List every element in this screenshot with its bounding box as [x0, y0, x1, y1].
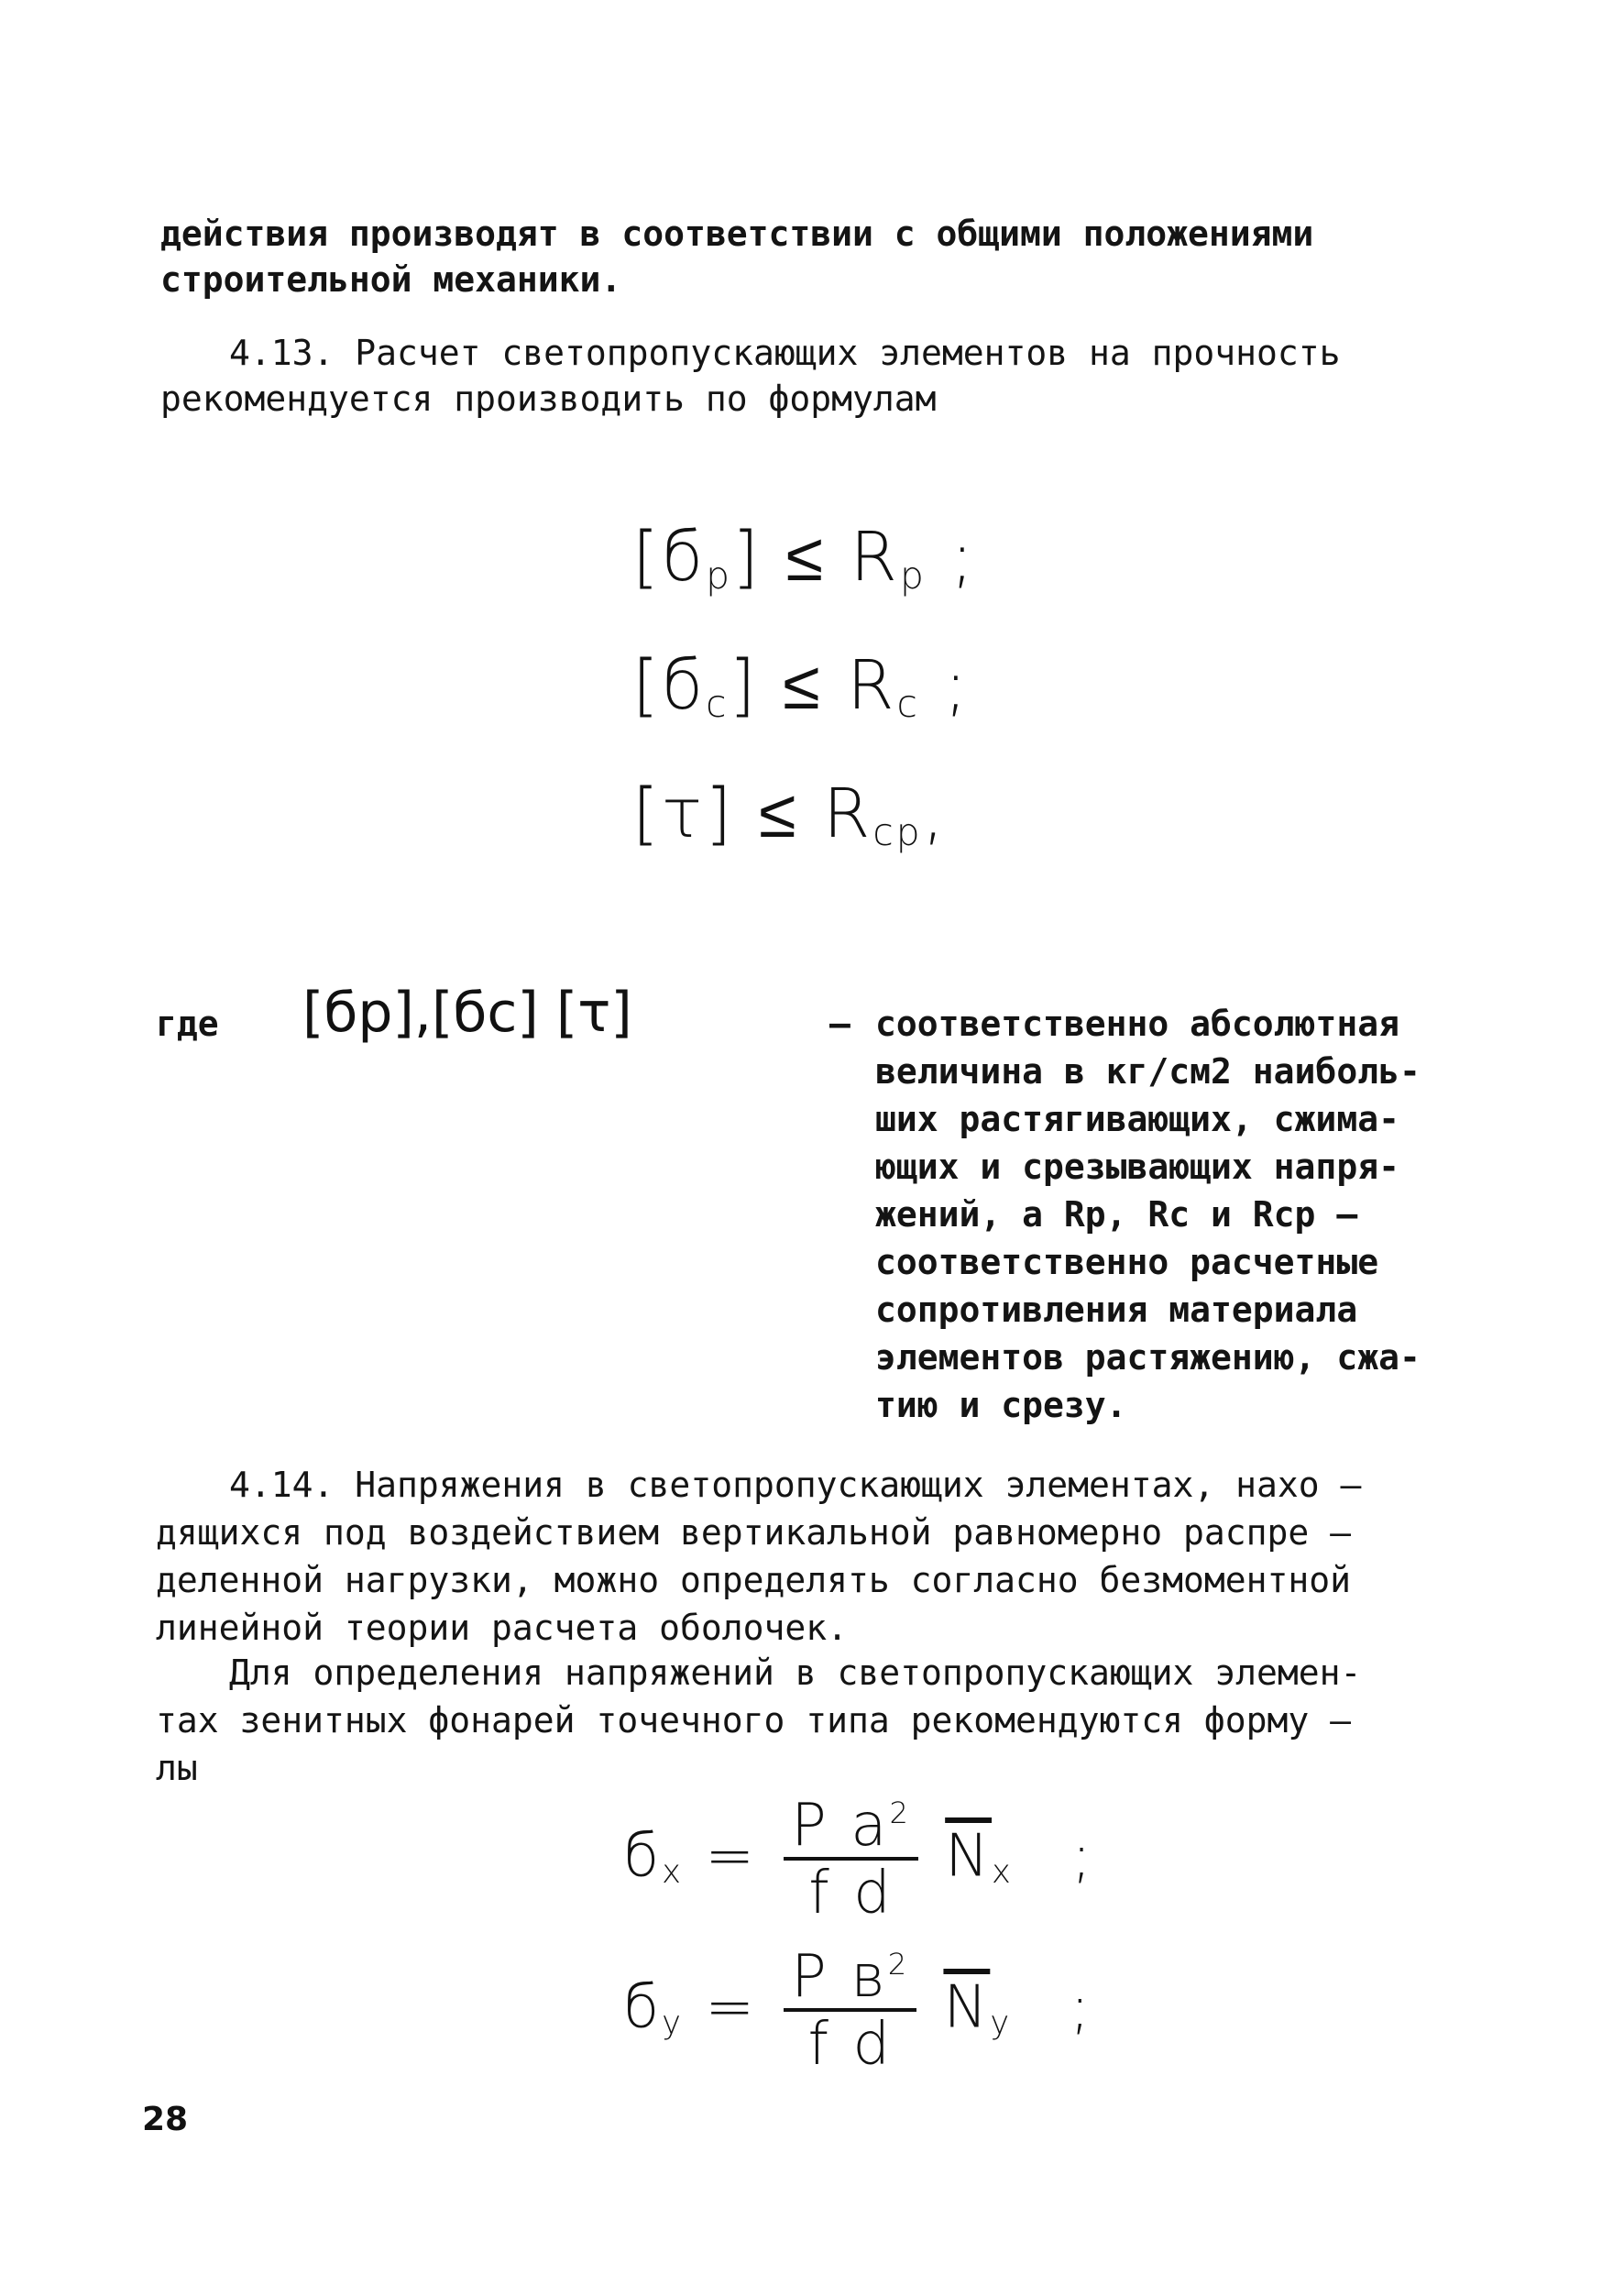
- where-desc-line: ших растягивающих, сжима-: [875, 1099, 1399, 1139]
- formula-text: [τ]: [632, 774, 735, 853]
- where-desc-line: соответственно абсолютная: [875, 1004, 1399, 1044]
- formula-subscript: р: [899, 553, 927, 598]
- where-desc-line: соответственно расчетные: [875, 1242, 1379, 1282]
- formula-text: R: [822, 774, 873, 853]
- formula-subscript: ср: [872, 809, 923, 854]
- formula-text: $\overline{N}$: [945, 1822, 993, 1891]
- formula-text: P a: [791, 1792, 890, 1860]
- formula-text: б: [623, 1822, 663, 1891]
- where-desc-line: сопротивления материала: [875, 1290, 1358, 1330]
- formula-sigma-y: [623, 1943, 1093, 2079]
- page-number: 28: [142, 2101, 189, 2138]
- where-desc-line: элементов растяжению, сжа-: [875, 1337, 1421, 1378]
- formula-text: [б: [632, 646, 707, 725]
- section-4-14-line: 4.14. Напряжения в светопропускающих элементах, нахо –: [229, 1465, 1362, 1505]
- formula-tau: [632, 774, 947, 853]
- formula-text: P в: [791, 1943, 888, 2011]
- formula-sigma-p: [632, 518, 976, 597]
- formula-text: б: [623, 1973, 663, 2042]
- section-4-13-line-2: рекомендуется производить по формулам: [160, 379, 937, 419]
- where-desc-line: ющих и срезывающих напря-: [875, 1147, 1399, 1187]
- formula-operator: =: [705, 1822, 757, 1891]
- formula-punct: ;: [1070, 1973, 1093, 2042]
- formula-text: ]: [729, 646, 759, 725]
- formula-text: R: [847, 646, 897, 725]
- formula-punct: ;: [1071, 1822, 1094, 1891]
- where-desc-line: тию и срезу.: [875, 1385, 1127, 1425]
- section-4-14-para2-line: Для определения напряжений в светопропускающих элемен-: [229, 1653, 1362, 1693]
- formula-punct: ;: [944, 646, 971, 725]
- section-4-14-para2-line: лы: [156, 1748, 198, 1788]
- fraction: [784, 1943, 916, 2079]
- formula-text: [б: [632, 518, 707, 597]
- section-4-13-line-1: 4.13. Расчет светопропускающих элементов на прочность: [229, 333, 1341, 373]
- fraction-numerator: [784, 1792, 918, 1861]
- fraction: [784, 1792, 918, 1927]
- formula-operator: ≤: [782, 646, 823, 725]
- section-4-14-para2-line: тах зенитных фонарей точечного типа рекомендуются форму –: [156, 1700, 1352, 1740]
- formula-subscript: y: [662, 2004, 684, 2043]
- where-desc-line: жений, а Rр, Rс и Rср –: [875, 1194, 1358, 1235]
- formula-operator: ≤: [758, 774, 799, 853]
- fraction-denominator: f d: [807, 2011, 893, 2079]
- formula-text: ]: [731, 518, 762, 597]
- formula-operator: ≤: [785, 518, 827, 597]
- formula-superscript: 2: [887, 1947, 910, 1982]
- formula-superscript: 2: [889, 1795, 911, 1830]
- section-4-14-line: линейной теории расчета оболочек.: [156, 1608, 848, 1648]
- formula-punct: ;: [950, 518, 977, 597]
- formula-subscript: с: [896, 681, 920, 726]
- section-4-14-line: дящихся под воздействием вертикальной равномерно распре –: [156, 1512, 1352, 1553]
- section-4-14-line: деленной нагрузки, можно определять согласно безмоментной: [156, 1560, 1352, 1600]
- formula-text: R: [850, 518, 900, 597]
- where-desc-line: величина в кг/см2 наиболь-: [875, 1051, 1421, 1092]
- formula-subscript: р: [706, 553, 732, 598]
- fraction-numerator: [784, 1943, 916, 2012]
- formula-subscript: y: [990, 2004, 1013, 2043]
- formula-subscript: x: [992, 1853, 1014, 1892]
- intro-line-1: действия производят в соответствии с общими положениями: [160, 214, 1314, 254]
- formula-text: $\overline{N}$: [943, 1973, 991, 2042]
- formula-sigma-x: [623, 1792, 1094, 1927]
- formula-operator: =: [705, 1973, 757, 2042]
- where-dash: –: [829, 1004, 850, 1044]
- intro-line-2: строительной механики.: [160, 259, 622, 300]
- formula-subscript: с: [706, 681, 730, 726]
- formula-sigma-c: [632, 646, 970, 725]
- fraction-denominator: f d: [808, 1860, 894, 1927]
- formula-punct: ,: [922, 774, 948, 853]
- where-label: где: [156, 1004, 219, 1044]
- where-symbols: [бр],[бс] [τ]: [302, 981, 632, 1045]
- formula-subscript: x: [662, 1853, 684, 1892]
